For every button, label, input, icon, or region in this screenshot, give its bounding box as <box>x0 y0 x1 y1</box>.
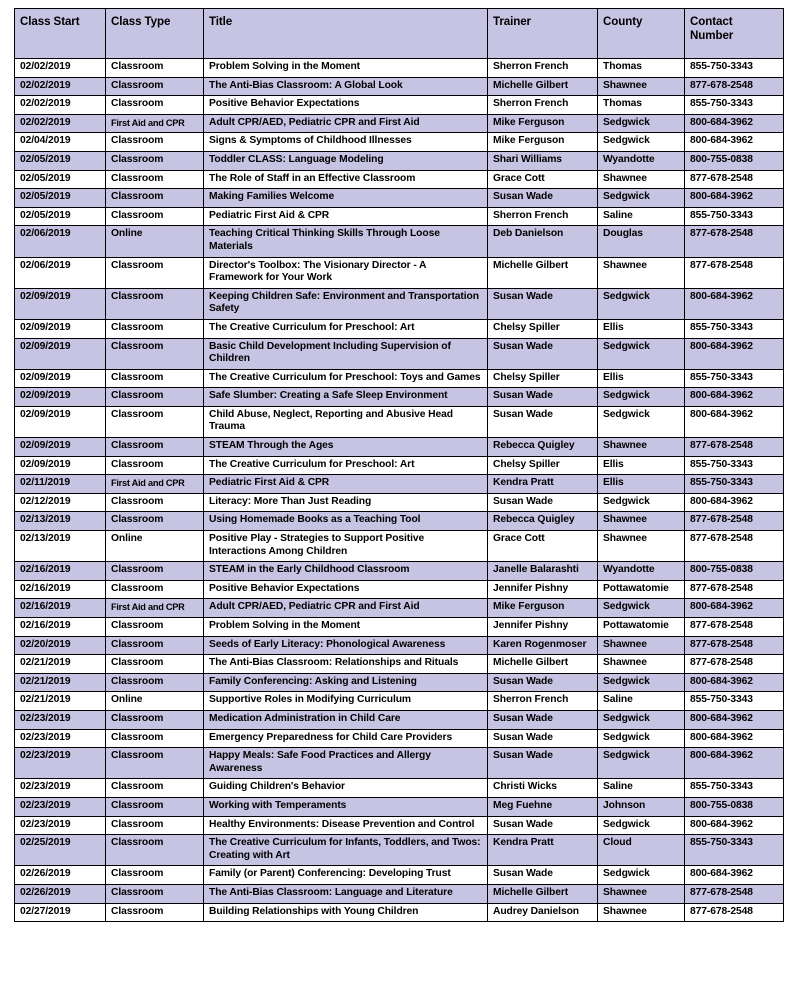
cell-county: Saline <box>598 779 685 798</box>
cell-class-start: 02/05/2019 <box>15 207 106 226</box>
cell-class-start: 02/23/2019 <box>15 797 106 816</box>
cell-trainer: Rebecca Quigley <box>488 512 598 531</box>
cell-county: Shawnee <box>598 636 685 655</box>
column-header-contact-number: Contact Number <box>685 9 784 59</box>
cell-class-type: Classroom <box>106 710 204 729</box>
cell-contact-number: 855-750-3343 <box>685 692 784 711</box>
cell-trainer: Karen Rogenmoser <box>488 636 598 655</box>
table-row <box>15 369 784 388</box>
cell-trainer: Sherron French <box>488 59 598 78</box>
cell-title: Toddler CLASS: Language Modeling <box>204 151 488 170</box>
cell-class-start: 02/16/2019 <box>15 562 106 581</box>
header-row <box>15 9 784 59</box>
cell-county: Cloud <box>598 835 685 866</box>
cell-county: Douglas <box>598 226 685 257</box>
cell-contact-number: 855-750-3343 <box>685 369 784 388</box>
cell-class-start: 02/06/2019 <box>15 257 106 288</box>
cell-contact-number: 877-678-2548 <box>685 531 784 562</box>
cell-trainer: Susan Wade <box>488 338 598 369</box>
cell-contact-number: 877-678-2548 <box>685 903 784 922</box>
cell-class-start: 02/23/2019 <box>15 779 106 798</box>
cell-contact-number: 800-684-3962 <box>685 338 784 369</box>
cell-contact-number: 800-684-3962 <box>685 189 784 208</box>
cell-class-type: First Aid and CPR <box>106 599 204 618</box>
cell-county: Sedgwick <box>598 673 685 692</box>
cell-contact-number: 877-678-2548 <box>685 257 784 288</box>
cell-trainer: Susan Wade <box>488 748 598 779</box>
cell-trainer: Sherron French <box>488 692 598 711</box>
table-row <box>15 257 784 288</box>
table-row <box>15 748 784 779</box>
cell-class-start: 02/02/2019 <box>15 114 106 133</box>
cell-class-start: 02/09/2019 <box>15 406 106 437</box>
cell-trainer: Mike Ferguson <box>488 114 598 133</box>
cell-title: The Role of Staff in an Effective Classroom <box>204 170 488 189</box>
table-row <box>15 562 784 581</box>
cell-county: Ellis <box>598 319 685 338</box>
cell-class-type: Classroom <box>106 207 204 226</box>
cell-contact-number: 800-684-3962 <box>685 493 784 512</box>
table-row <box>15 655 784 674</box>
cell-class-start: 02/16/2019 <box>15 618 106 637</box>
table-row <box>15 729 784 748</box>
cell-class-type: Classroom <box>106 257 204 288</box>
cell-trainer: Audrey Danielson <box>488 903 598 922</box>
table-row <box>15 338 784 369</box>
cell-class-type: Classroom <box>106 133 204 152</box>
cell-contact-number: 800-684-3962 <box>685 599 784 618</box>
cell-title: Adult CPR/AED, Pediatric CPR and First Aid <box>204 114 488 133</box>
cell-title: The Creative Curriculum for Preschool: Art <box>204 319 488 338</box>
cell-county: Shawnee <box>598 512 685 531</box>
cell-county: Sedgwick <box>598 133 685 152</box>
cell-class-start: 02/09/2019 <box>15 319 106 338</box>
cell-contact-number: 877-678-2548 <box>685 884 784 903</box>
cell-class-type: Classroom <box>106 636 204 655</box>
cell-contact-number: 877-678-2548 <box>685 655 784 674</box>
cell-county: Shawnee <box>598 170 685 189</box>
cell-class-start: 02/06/2019 <box>15 226 106 257</box>
cell-contact-number: 800-684-3962 <box>685 729 784 748</box>
cell-title: Pediatric First Aid & CPR <box>204 207 488 226</box>
table-row <box>15 114 784 133</box>
table-row <box>15 59 784 78</box>
cell-contact-number: 800-684-3962 <box>685 288 784 319</box>
cell-contact-number: 855-750-3343 <box>685 475 784 494</box>
cell-contact-number: 800-684-3962 <box>685 114 784 133</box>
table-row <box>15 319 784 338</box>
table-row <box>15 797 784 816</box>
cell-trainer: Shari Williams <box>488 151 598 170</box>
cell-trainer: Susan Wade <box>488 288 598 319</box>
cell-contact-number: 877-678-2548 <box>685 438 784 457</box>
cell-class-type: Classroom <box>106 493 204 512</box>
table-row <box>15 835 784 866</box>
cell-trainer: Susan Wade <box>488 673 598 692</box>
cell-county: Shawnee <box>598 77 685 96</box>
cell-trainer: Michelle Gilbert <box>488 884 598 903</box>
cell-county: Sedgwick <box>598 599 685 618</box>
cell-class-start: 02/21/2019 <box>15 673 106 692</box>
cell-class-start: 02/02/2019 <box>15 96 106 115</box>
cell-title: Literacy: More Than Just Reading <box>204 493 488 512</box>
cell-county: Shawnee <box>598 655 685 674</box>
cell-trainer: Jennifer Pishny <box>488 580 598 599</box>
cell-trainer: Susan Wade <box>488 388 598 407</box>
cell-county: Wyandotte <box>598 151 685 170</box>
table-row <box>15 692 784 711</box>
cell-trainer: Susan Wade <box>488 189 598 208</box>
cell-title: Family Conferencing: Asking and Listening <box>204 673 488 692</box>
cell-contact-number: 800-684-3962 <box>685 748 784 779</box>
cell-class-start: 02/09/2019 <box>15 388 106 407</box>
table-row <box>15 512 784 531</box>
table-row <box>15 903 784 922</box>
cell-title: Safe Slumber: Creating a Safe Sleep Environment <box>204 388 488 407</box>
table-row <box>15 531 784 562</box>
cell-class-start: 02/09/2019 <box>15 369 106 388</box>
cell-class-start: 02/23/2019 <box>15 748 106 779</box>
cell-trainer: Rebecca Quigley <box>488 438 598 457</box>
cell-contact-number: 800-684-3962 <box>685 816 784 835</box>
cell-class-type: Classroom <box>106 456 204 475</box>
cell-county: Pottawatomie <box>598 580 685 599</box>
cell-trainer: Michelle Gilbert <box>488 77 598 96</box>
cell-class-start: 02/05/2019 <box>15 170 106 189</box>
cell-title: Positive Behavior Expectations <box>204 96 488 115</box>
cell-county: Shawnee <box>598 438 685 457</box>
table-row <box>15 599 784 618</box>
cell-class-start: 02/26/2019 <box>15 866 106 885</box>
cell-class-type: Classroom <box>106 369 204 388</box>
cell-trainer: Deb Danielson <box>488 226 598 257</box>
class-schedule-table <box>14 8 784 922</box>
table-row <box>15 288 784 319</box>
cell-title: Problem Solving in the Moment <box>204 618 488 637</box>
column-header-trainer: Trainer <box>488 9 598 59</box>
cell-title: Positive Behavior Expectations <box>204 580 488 599</box>
table-row <box>15 77 784 96</box>
cell-contact-number: 877-678-2548 <box>685 170 784 189</box>
cell-class-start: 02/20/2019 <box>15 636 106 655</box>
cell-class-type: Classroom <box>106 835 204 866</box>
table-row <box>15 170 784 189</box>
cell-class-type: First Aid and CPR <box>106 475 204 494</box>
cell-class-type: Classroom <box>106 406 204 437</box>
table-row <box>15 96 784 115</box>
cell-contact-number: 855-750-3343 <box>685 59 784 78</box>
cell-contact-number: 855-750-3343 <box>685 779 784 798</box>
cell-contact-number: 877-678-2548 <box>685 226 784 257</box>
cell-title: Emergency Preparedness for Child Care Providers <box>204 729 488 748</box>
cell-title: Guiding Children's Behavior <box>204 779 488 798</box>
table-row <box>15 207 784 226</box>
cell-county: Saline <box>598 692 685 711</box>
cell-county: Shawnee <box>598 884 685 903</box>
cell-trainer: Susan Wade <box>488 493 598 512</box>
cell-title: Basic Child Development Including Supervision of Children <box>204 338 488 369</box>
cell-trainer: Kendra Pratt <box>488 835 598 866</box>
table-row <box>15 636 784 655</box>
cell-title: Seeds of Early Literacy: Phonological Awareness <box>204 636 488 655</box>
cell-trainer: Janelle Balarashti <box>488 562 598 581</box>
cell-class-type: Classroom <box>106 903 204 922</box>
cell-trainer: Susan Wade <box>488 406 598 437</box>
cell-class-type: Classroom <box>106 884 204 903</box>
cell-contact-number: 800-684-3962 <box>685 673 784 692</box>
cell-class-type: First Aid and CPR <box>106 114 204 133</box>
cell-county: Ellis <box>598 369 685 388</box>
table-row <box>15 226 784 257</box>
cell-class-type: Online <box>106 531 204 562</box>
cell-class-type: Online <box>106 692 204 711</box>
cell-title: STEAM Through the Ages <box>204 438 488 457</box>
table-header <box>15 9 784 59</box>
column-header-county: County <box>598 9 685 59</box>
cell-county: Ellis <box>598 475 685 494</box>
cell-county: Sedgwick <box>598 729 685 748</box>
table-body <box>15 59 784 922</box>
cell-contact-number: 855-750-3343 <box>685 207 784 226</box>
cell-class-start: 02/11/2019 <box>15 475 106 494</box>
cell-contact-number: 877-678-2548 <box>685 618 784 637</box>
cell-trainer: Mike Ferguson <box>488 133 598 152</box>
cell-contact-number: 800-684-3962 <box>685 388 784 407</box>
table-row <box>15 673 784 692</box>
cell-class-start: 02/27/2019 <box>15 903 106 922</box>
cell-class-type: Online <box>106 226 204 257</box>
cell-county: Sedgwick <box>598 748 685 779</box>
cell-title: Problem Solving in the Moment <box>204 59 488 78</box>
cell-title: Keeping Children Safe: Environment and Transportation Safety <box>204 288 488 319</box>
cell-class-type: Classroom <box>106 59 204 78</box>
cell-trainer: Chelsy Spiller <box>488 369 598 388</box>
column-header-class-start: Class Start <box>15 9 106 59</box>
cell-title: Medication Administration in Child Care <box>204 710 488 729</box>
table-row <box>15 816 784 835</box>
cell-title: Positive Play - Strategies to Support Positive Interactions Among Children <box>204 531 488 562</box>
cell-class-start: 02/23/2019 <box>15 816 106 835</box>
cell-class-start: 02/04/2019 <box>15 133 106 152</box>
table-row <box>15 779 784 798</box>
cell-class-start: 02/09/2019 <box>15 438 106 457</box>
cell-class-type: Classroom <box>106 580 204 599</box>
cell-county: Sedgwick <box>598 288 685 319</box>
cell-contact-number: 800-684-3962 <box>685 406 784 437</box>
cell-contact-number: 877-678-2548 <box>685 580 784 599</box>
cell-title: The Creative Curriculum for Preschool: Art <box>204 456 488 475</box>
cell-trainer: Meg Fuehne <box>488 797 598 816</box>
cell-class-start: 02/02/2019 <box>15 59 106 78</box>
cell-class-type: Classroom <box>106 96 204 115</box>
cell-county: Sedgwick <box>598 816 685 835</box>
cell-class-start: 02/13/2019 <box>15 512 106 531</box>
cell-trainer: Chelsy Spiller <box>488 456 598 475</box>
cell-contact-number: 855-750-3343 <box>685 456 784 475</box>
cell-class-start: 02/25/2019 <box>15 835 106 866</box>
cell-contact-number: 877-678-2548 <box>685 512 784 531</box>
cell-title: Making Families Welcome <box>204 189 488 208</box>
cell-trainer: Grace Cott <box>488 531 598 562</box>
cell-title: Family (or Parent) Conferencing: Developing Trust <box>204 866 488 885</box>
cell-county: Sedgwick <box>598 189 685 208</box>
table-row <box>15 618 784 637</box>
cell-title: Healthy Environments: Disease Prevention and Control <box>204 816 488 835</box>
table-row <box>15 866 784 885</box>
table-row <box>15 406 784 437</box>
cell-title: Building Relationships with Young Children <box>204 903 488 922</box>
cell-class-start: 02/09/2019 <box>15 288 106 319</box>
cell-title: The Anti-Bias Classroom: Relationships and Rituals <box>204 655 488 674</box>
cell-class-type: Classroom <box>106 866 204 885</box>
cell-class-start: 02/26/2019 <box>15 884 106 903</box>
cell-class-start: 02/16/2019 <box>15 599 106 618</box>
cell-county: Wyandotte <box>598 562 685 581</box>
cell-county: Saline <box>598 207 685 226</box>
table-row <box>15 580 784 599</box>
cell-contact-number: 855-750-3343 <box>685 319 784 338</box>
cell-trainer: Sherron French <box>488 207 598 226</box>
cell-title: The Anti-Bias Classroom: Language and Literature <box>204 884 488 903</box>
cell-class-start: 02/09/2019 <box>15 456 106 475</box>
table-row <box>15 438 784 457</box>
cell-class-type: Classroom <box>106 189 204 208</box>
cell-class-type: Classroom <box>106 729 204 748</box>
cell-class-type: Classroom <box>106 151 204 170</box>
cell-title: The Anti-Bias Classroom: A Global Look <box>204 77 488 96</box>
cell-class-type: Classroom <box>106 748 204 779</box>
cell-class-type: Classroom <box>106 288 204 319</box>
cell-county: Sedgwick <box>598 710 685 729</box>
cell-class-type: Classroom <box>106 673 204 692</box>
cell-class-start: 02/09/2019 <box>15 338 106 369</box>
cell-class-type: Classroom <box>106 77 204 96</box>
cell-class-type: Classroom <box>106 319 204 338</box>
cell-county: Sedgwick <box>598 406 685 437</box>
cell-title: The Creative Curriculum for Preschool: Toys and Games <box>204 369 488 388</box>
table-row <box>15 456 784 475</box>
cell-class-type: Classroom <box>106 388 204 407</box>
cell-class-type: Classroom <box>106 338 204 369</box>
table-row <box>15 151 784 170</box>
cell-class-start: 02/12/2019 <box>15 493 106 512</box>
cell-title: Working with Temperaments <box>204 797 488 816</box>
table-row <box>15 710 784 729</box>
cell-class-start: 02/21/2019 <box>15 655 106 674</box>
table-row <box>15 388 784 407</box>
cell-title: Child Abuse, Neglect, Reporting and Abusive Head Trauma <box>204 406 488 437</box>
cell-trainer: Mike Ferguson <box>488 599 598 618</box>
cell-class-start: 02/21/2019 <box>15 692 106 711</box>
cell-trainer: Grace Cott <box>488 170 598 189</box>
cell-class-type: Classroom <box>106 512 204 531</box>
cell-class-type: Classroom <box>106 618 204 637</box>
cell-class-type: Classroom <box>106 655 204 674</box>
table-row <box>15 884 784 903</box>
table-row <box>15 493 784 512</box>
cell-title: Director's Toolbox: The Visionary Director - A Framework for Your Work <box>204 257 488 288</box>
cell-county: Thomas <box>598 59 685 78</box>
cell-contact-number: 800-755-0838 <box>685 797 784 816</box>
cell-county: Sedgwick <box>598 114 685 133</box>
cell-county: Pottawatomie <box>598 618 685 637</box>
cell-contact-number: 800-684-3962 <box>685 710 784 729</box>
cell-contact-number: 877-678-2548 <box>685 77 784 96</box>
cell-title: Using Homemade Books as a Teaching Tool <box>204 512 488 531</box>
cell-title: STEAM in the Early Childhood Classroom <box>204 562 488 581</box>
cell-county: Sedgwick <box>598 493 685 512</box>
cell-title: Pediatric First Aid & CPR <box>204 475 488 494</box>
cell-trainer: Sherron French <box>488 96 598 115</box>
cell-county: Shawnee <box>598 903 685 922</box>
cell-class-type: Classroom <box>106 816 204 835</box>
cell-class-start: 02/23/2019 <box>15 710 106 729</box>
cell-trainer: Christi Wicks <box>488 779 598 798</box>
cell-contact-number: 800-684-3962 <box>685 133 784 152</box>
cell-class-type: Classroom <box>106 779 204 798</box>
cell-trainer: Susan Wade <box>488 816 598 835</box>
column-header-title: Title <box>204 9 488 59</box>
cell-contact-number: 855-750-3343 <box>685 96 784 115</box>
cell-trainer: Susan Wade <box>488 710 598 729</box>
cell-county: Sedgwick <box>598 338 685 369</box>
cell-class-start: 02/23/2019 <box>15 729 106 748</box>
table-row <box>15 133 784 152</box>
cell-trainer: Susan Wade <box>488 729 598 748</box>
cell-title: Signs & Symptoms of Childhood Illnesses <box>204 133 488 152</box>
cell-trainer: Jennifer Pishny <box>488 618 598 637</box>
table-row <box>15 189 784 208</box>
cell-class-type: Classroom <box>106 170 204 189</box>
cell-trainer: Chelsy Spiller <box>488 319 598 338</box>
cell-class-type: Classroom <box>106 562 204 581</box>
cell-contact-number: 877-678-2548 <box>685 636 784 655</box>
cell-title: Supportive Roles in Modifying Curriculum <box>204 692 488 711</box>
cell-trainer: Kendra Pratt <box>488 475 598 494</box>
cell-contact-number: 800-755-0838 <box>685 151 784 170</box>
cell-trainer: Michelle Gilbert <box>488 655 598 674</box>
cell-county: Shawnee <box>598 531 685 562</box>
cell-class-start: 02/05/2019 <box>15 151 106 170</box>
cell-trainer: Susan Wade <box>488 866 598 885</box>
cell-county: Sedgwick <box>598 388 685 407</box>
cell-trainer: Michelle Gilbert <box>488 257 598 288</box>
cell-county: Shawnee <box>598 257 685 288</box>
cell-title: Happy Meals: Safe Food Practices and Allergy Awareness <box>204 748 488 779</box>
cell-title: Teaching Critical Thinking Skills Through Loose Materials <box>204 226 488 257</box>
column-header-class-type: Class Type <box>106 9 204 59</box>
table-row <box>15 475 784 494</box>
cell-class-start: 02/05/2019 <box>15 189 106 208</box>
cell-county: Thomas <box>598 96 685 115</box>
cell-contact-number: 800-755-0838 <box>685 562 784 581</box>
cell-contact-number: 800-684-3962 <box>685 866 784 885</box>
cell-county: Ellis <box>598 456 685 475</box>
cell-contact-number: 855-750-3343 <box>685 835 784 866</box>
cell-class-start: 02/16/2019 <box>15 580 106 599</box>
cell-class-type: Classroom <box>106 438 204 457</box>
cell-class-start: 02/02/2019 <box>15 77 106 96</box>
cell-class-type: Classroom <box>106 797 204 816</box>
cell-title: Adult CPR/AED, Pediatric CPR and First Aid <box>204 599 488 618</box>
cell-title: The Creative Curriculum for Infants, Toddlers, and Twos: Creating with Art <box>204 835 488 866</box>
cell-county: Sedgwick <box>598 866 685 885</box>
cell-county: Johnson <box>598 797 685 816</box>
cell-class-start: 02/13/2019 <box>15 531 106 562</box>
